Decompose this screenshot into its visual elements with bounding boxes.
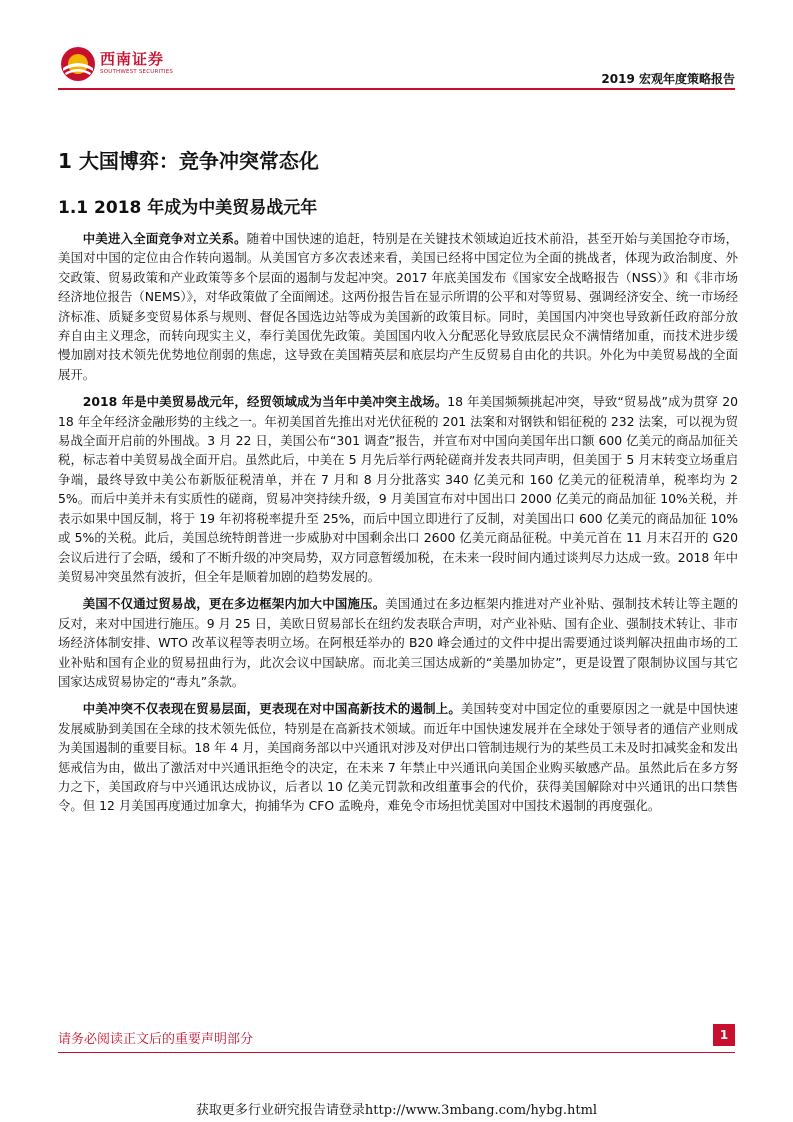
paragraph-lead: 美国不仅通过贸易战，更在多边框架内加大中国施压。 — [82, 596, 386, 612]
paragraph — [58, 594, 738, 691]
download-note: 获取更多行业研究报告请登录http://www.3mbang.com/hybg.html — [195, 1103, 598, 1118]
paragraph — [58, 392, 738, 586]
paragraph-text: 美国转变对中国定位的重要原因之一就是中国快速发展威胁到美国在全球的技术领先低位，特别是在高新技术领域。而近年中国快速发展并在全球处于领导者的通信产业则成为美国遏制的重要目标。18 年 4 月，美国商务部以中兴通讯对涉及对伊出口管制违规行为的某些员工未及时扣减奖金和发出惩戒信为由，做出了激活对中兴通讯拒绝令的决定，在未来 7 年禁止中兴通讯向美国企业购买敏感产品。虽然此后在多方努力之下，美国政府与中兴通讯达成协议，后者以 10 亿美元罚款和改组董事会的代价，获得美国解除对中兴通讯的出口禁售令。但 12 月美国再度通过加拿大，拘捕华为 CFO 孟晚舟，难免令市场担忧美国对中国技术遏制的再度强化。 — [58, 701, 738, 814]
company-logo — [58, 44, 178, 84]
logo-mark-icon — [58, 44, 98, 84]
subsection-heading: 1.1 2018 年成为中美贸易战元年 — [58, 198, 318, 218]
section-heading: 1 大国博弈：竞争冲突常态化 — [58, 149, 319, 173]
header-divider — [58, 88, 735, 90]
logo-chinese-name: 西南证券 — [100, 50, 165, 68]
report-title: 2019 宏观年度策略报告 — [601, 72, 735, 86]
disclaimer-text: 请务必阅读正文后的重要声明部分 — [58, 1032, 254, 1047]
paragraph-text: 随着中国快速的追赶，特别是在关键技术领域迫近技术前沿，甚至开始与美国抢夺市场，美国对中国的定位由合作转向遏制。从美国官方多次表述来看，美国已经将中国定位为全面的挑战者，体现为政治制度、外交政策、贸易政策和产业政策等多个层面的遏制与发起冲突。2017 年底美国发布《国家安全战略报告（NSS）》和《非市场经济地位报告（NEMS）》，对华政策做了全面阐述。这两份报告旨在显示所谓的公平和对等贸易、强调经济安全、统一市场经济标准、质疑多变贸易体系与规则、督促各国选边站等成为美国新的政策目标。同时，美国国内冲突也导致新任政府部分放弃自由主义理念，而转向现实主义，奉行美国优先政策。美国国内收入分配恶化导致底层民众不满情绪加重，而技术进步缓慢加剧对技术领先优势地位削弱的焦虑，这导致在美国精英层和底层均产生反贸易自由化的共识。外化为中美贸易战的全面展开。 — [58, 231, 739, 382]
paragraph-lead: 2018 年是中美贸易战元年，经贸领域成为当年中美冲突主战场。 — [82, 394, 448, 410]
report-body — [58, 229, 738, 824]
paragraph-text: 美国通过在多边框架内推进对产业补贴、强制技术转让等主题的反对，来对中国进行施压。9 月 25 日，美欧日贸易部长在纽约发表联合声明，对产业补贴、国有企业、强制技术转让、非市场经济体制安排、WTO 改革议程等表明立场。在阿根廷举办的 B20 峰会通过的文件中提出需要通过谈判解决扭曲市场的工业补贴和国有企业的贸易扭曲行为，此次会议中国缺席。而北美三国达成新的“美墨加协定”，更是设置了限制协议国与其它国家达成贸易协定的“毒丸”条款。 — [58, 596, 738, 689]
paragraph — [58, 229, 738, 384]
footer-divider — [58, 1052, 735, 1053]
paragraph-lead: 中美冲突不仅表现在贸易层面，更表现在对中国高新技术的遏制上。 — [82, 701, 461, 717]
paragraph-lead: 中美进入全面竞争对立关系。 — [82, 231, 247, 246]
page-number: 1 — [713, 1024, 735, 1046]
logo-english-name: SOUTHWEST SECURITIES — [100, 69, 174, 75]
paragraph-text: 18 年美国频频挑起冲突，导致“贸易战”成为贯穿 2018 年全年经济金融形势的主线之一。年初美国首先推出对光伏征税的 201 法案和对钢铁和铝征税的 232 法案，可以视为贸易战全面开启前的外围战。3 月 22 日，美国公布“301 调查”报告，并宣布对中国向美国年出口额 600 亿美元的商品加征关税，标志着中美贸易战全面开启。虽然此后，中美在 5 月先后举行两轮磋商并发表共同声明，但美国于 5 月末转变立场重启争端，最终导致中美公布新版征税清单，并在 7 月和 8 月分批落实 340 亿美元和 160 亿美元的征税清单，税率均为 25%。而后中美并未有实质性的磋商，贸易冲突持续升级，9 月美国宣布对中国出口 2000 亿美元的商品加征 10%关税，并表示如果中国反制，将于 19 年初将税率提升至 25%，而后中国立即进行了反制，对美国出口 600 亿美元的商品加征 10%或 5%的关税。此后，美国总统特朗普进一步威胁对中国剩余出口 2600 亿美元商品征税。中美元首在 11 月末召开的 G20 会议后进行了会晤，缓和了不断升级的冲突局势，双方同意暂缓加税，在未来一段时间内通过谈判尽力达成一致。2018 年中美贸易冲突虽然有波折，但全年是顺着加剧的趋势发展的。 — [58, 394, 738, 584]
paragraph — [58, 699, 738, 815]
